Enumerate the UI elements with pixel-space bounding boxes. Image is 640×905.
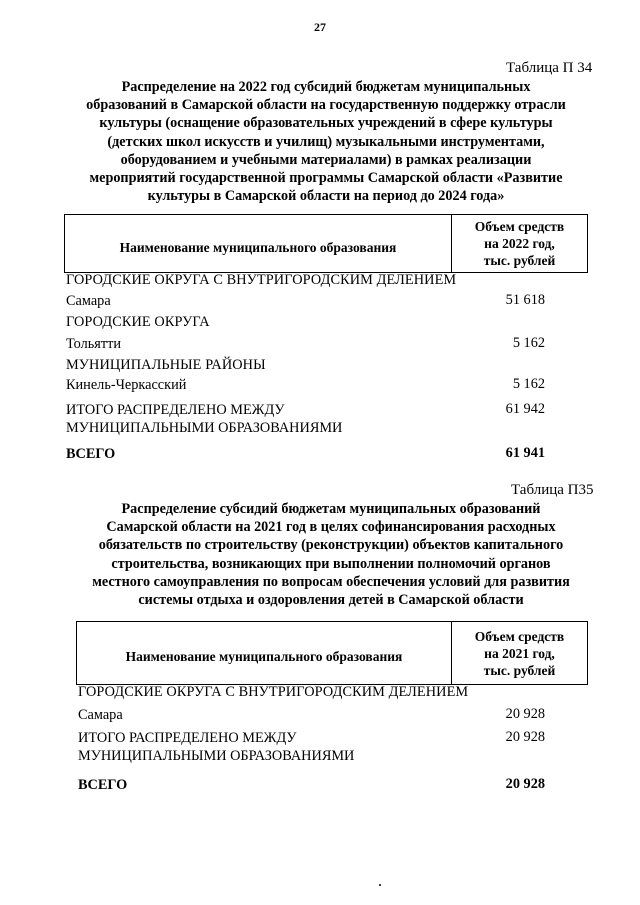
table-row: ГОРОДСКИЕ ОКРУГА С ВНУТРИГОРОДСКИМ ДЕЛЕНИЕМ — [66, 272, 457, 288]
table2-title — [66, 500, 596, 609]
table1-title-line: (детских школ искусств и училищ) музыкальными инструментами, — [107, 133, 545, 150]
table-cell-value: 5 162 — [512, 335, 545, 351]
table1-grand-total-value: 61 941 — [505, 445, 545, 461]
table-row: МУНИЦИПАЛЬНЫЕ РАЙОНЫ — [66, 357, 266, 373]
table-row: Самара — [66, 293, 111, 309]
table1-title-line: мероприятий государственной программы Самарской области «Развитие — [89, 170, 563, 187]
table1-title-line: образований в Самарской области на государственную поддержку отрасли — [86, 97, 566, 114]
table1-header-name: Наименование муниципального образования — [119, 239, 397, 255]
table1-title-line: культуры (оснащение образовательных учреждений в сфере культуры — [99, 115, 553, 132]
table1-label: Таблица П 34 — [506, 60, 593, 76]
table1-header-amount: Объем средств на 2022 год, тыс. рублей — [451, 215, 587, 272]
table1-title-line: культуры в Самарской области на период до 2024 года» — [147, 188, 505, 205]
table-row: Самара — [78, 707, 123, 723]
table-cell-value: 5 162 — [512, 376, 545, 392]
table2-total-distributed: ИТОГО РАСПРЕДЕЛЕНО МЕЖДУ МУНИЦИПАЛЬНЫМИ ОБРАЗОВАНИЯМИ — [78, 730, 355, 764]
table-row: Кинель-Черкасский — [66, 377, 187, 393]
table1-grand-total-label: ВСЕГО — [66, 446, 116, 462]
table2-header-name: Наименование муниципального образования — [125, 649, 403, 664]
table-row: ГОРОДСКИЕ ОКРУГА С ВНУТРИГОРОДСКИМ ДЕЛЕНИЕМ — [78, 684, 469, 700]
table-row: Тольятти — [66, 336, 121, 352]
table2-title-line: обязательств по строительству (реконструкции) объектов капитального — [98, 537, 564, 554]
table1-title-line: Распределение на 2022 год субсидий бюджетам муниципальных — [121, 79, 531, 95]
table2-grand-total-value: 20 928 — [505, 776, 545, 792]
table1-total-distributed: ИТОГО РАСПРЕДЕЛЕНО МЕЖДУ МУНИЦИПАЛЬНЫМИ ОБРАЗОВАНИЯМИ — [66, 402, 343, 436]
table1-title — [56, 78, 596, 205]
table2-header-amount: Объем средств на 2021 год, тыс. рублей — [451, 622, 587, 684]
table2-title-line: системы отдыха и оздоровления детей в Самарской области — [138, 592, 524, 609]
table-row: ГОРОДСКИЕ ОКРУГА — [66, 314, 210, 330]
scan-speck — [379, 884, 381, 886]
table1-total-distributed-value: 61 942 — [505, 401, 545, 417]
table2-title-line: Самарской области на 2021 год в целях софинансирования расходных — [106, 519, 556, 536]
table2-grand-total-label: ВСЕГО — [78, 777, 128, 793]
table2-total-distributed-value: 20 928 — [505, 729, 545, 745]
table1-header — [64, 214, 588, 273]
table1-title-line: оборудованием и учебными материалами) в рамках реализации — [120, 151, 532, 168]
page-number: 27 — [314, 20, 326, 34]
table2-title-line: Распределение субсидий бюджетам муниципальных образований — [121, 501, 541, 517]
table-cell-value: 20 928 — [505, 706, 545, 722]
table2-title-line: строительства, возникающих при выполнении полномочий органов — [111, 555, 551, 572]
table2-label: Таблица П35 — [511, 482, 594, 498]
table2-title-line: местного самоуправления по вопросам обеспечения условий для развития — [92, 573, 570, 590]
table-cell-value: 51 618 — [505, 292, 545, 308]
table2-header — [76, 621, 588, 685]
